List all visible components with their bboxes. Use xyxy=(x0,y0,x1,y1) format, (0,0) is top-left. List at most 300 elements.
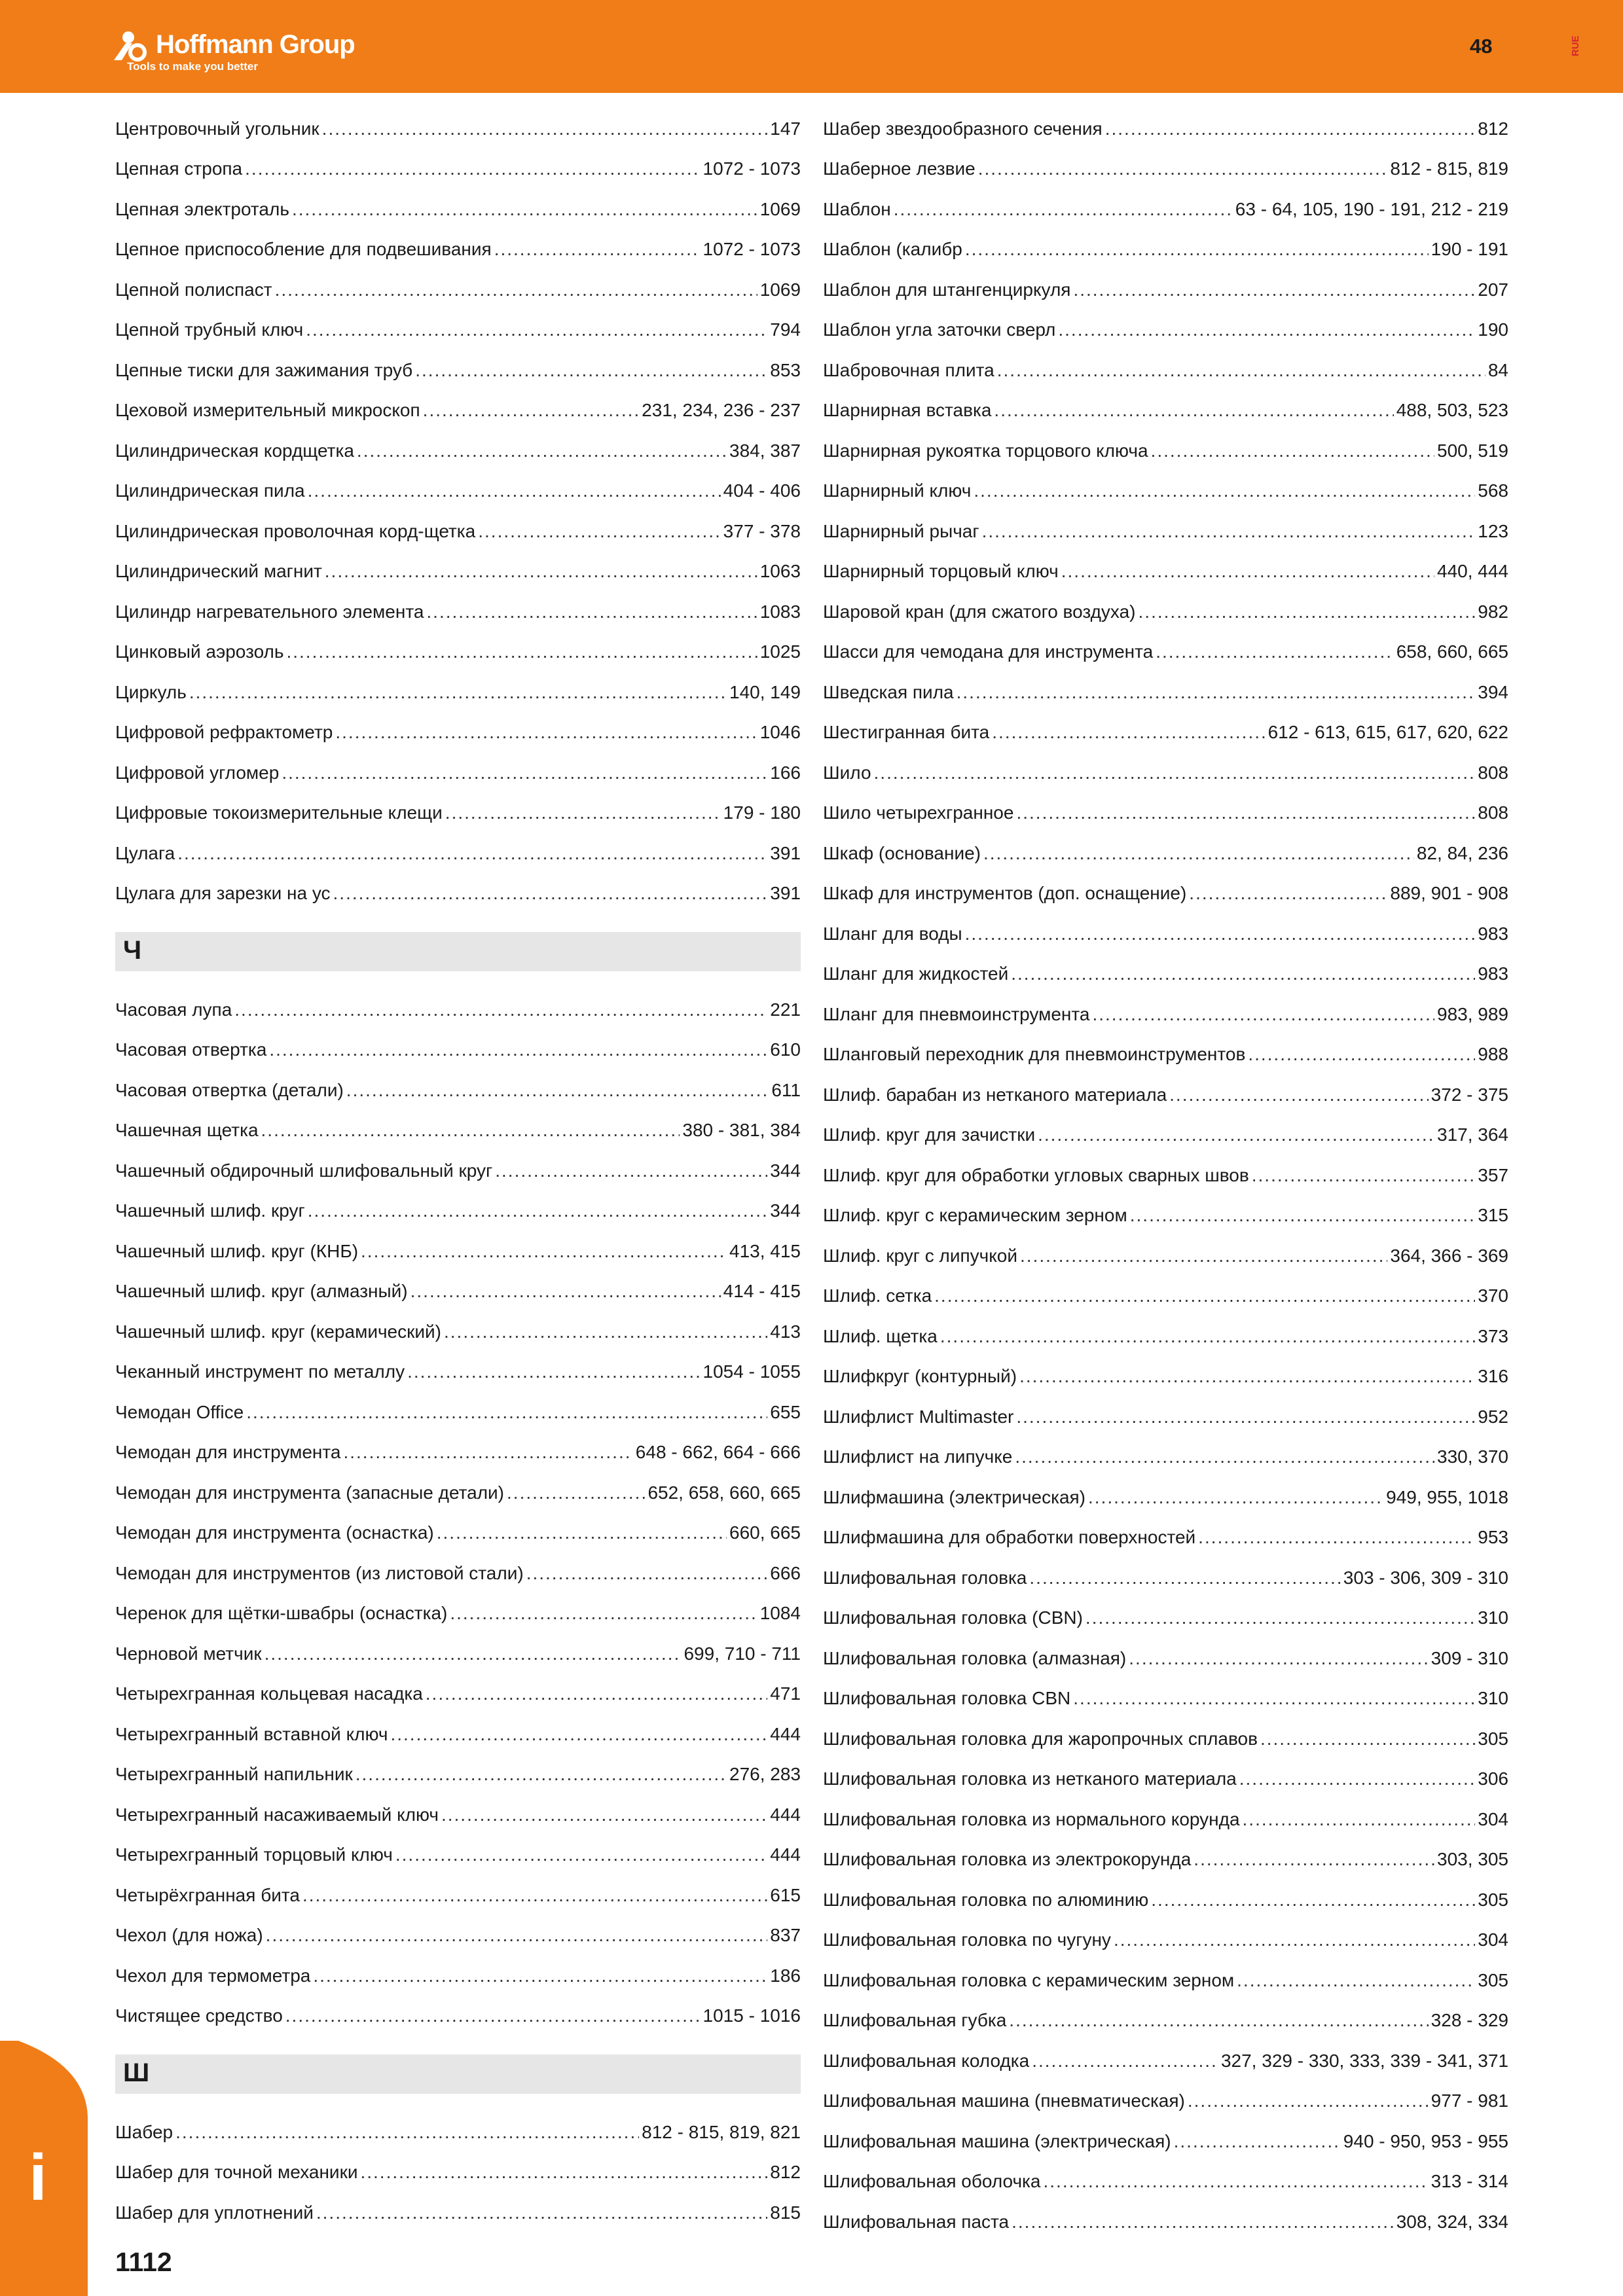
index-pages[interactable]: 414 - 415 xyxy=(723,1281,801,1302)
dot-leader xyxy=(1130,1205,1476,1226)
index-term: Шлифовальная головка с керамическим зерном xyxy=(823,1969,1235,1990)
index-entry[interactable] xyxy=(823,672,1508,713)
index-pages[interactable]: 373 xyxy=(1478,1325,1508,1346)
index-pages[interactable]: 1083 xyxy=(759,601,801,622)
index-term: Шило четырехгранное xyxy=(823,802,1014,823)
index-entry[interactable] xyxy=(823,391,1508,431)
index-pages[interactable]: 812 xyxy=(770,2162,801,2183)
dot-leader xyxy=(1032,2051,1218,2072)
index-pages[interactable]: 207 xyxy=(1478,279,1508,300)
index-entry[interactable] xyxy=(823,914,1508,954)
dot-leader xyxy=(423,400,639,421)
index-pages[interactable]: 983 xyxy=(1478,923,1508,944)
index-pages[interactable]: 316 xyxy=(1478,1366,1508,1387)
index-entry[interactable] xyxy=(115,350,801,391)
index-pages[interactable]: 380 - 381, 384 xyxy=(682,1120,801,1141)
dot-leader xyxy=(335,722,757,743)
index-entry[interactable] xyxy=(823,713,1508,753)
dot-leader xyxy=(302,1885,767,1906)
dot-leader xyxy=(444,1321,767,1342)
dot-leader xyxy=(1156,641,1394,662)
index-entry[interactable] xyxy=(823,1236,1508,1276)
index-entry[interactable] xyxy=(115,1151,801,1191)
index-entry[interactable] xyxy=(115,592,801,632)
index-pages[interactable]: 317, 364 xyxy=(1437,1124,1508,1145)
index-pages[interactable]: 444 xyxy=(770,1804,801,1825)
index-entry[interactable] xyxy=(115,1553,801,1594)
index-term: Цепная электроталь xyxy=(115,198,289,219)
index-term: Чашечный шлиф. круг (КНБ) xyxy=(115,1240,359,1261)
dot-leader xyxy=(426,601,757,622)
index-pages[interactable]: 983, 989 xyxy=(1437,1003,1508,1024)
index-term: Цулага для зарезки на ус xyxy=(115,883,331,904)
index-entry[interactable] xyxy=(823,1155,1508,1196)
dot-leader xyxy=(1169,1085,1429,1105)
index-pages[interactable]: 988 xyxy=(1478,1044,1508,1065)
index-pages[interactable]: 471 xyxy=(770,1683,801,1704)
index-pages[interactable]: 889, 901 - 908 xyxy=(1390,883,1508,904)
index-term: Шкаф для инструментов (доп. оснащение) xyxy=(823,883,1187,904)
dot-leader xyxy=(1139,601,1476,622)
index-pages[interactable]: 308, 324, 334 xyxy=(1396,2211,1508,2232)
index-entry[interactable] xyxy=(115,1795,801,1835)
index-entry[interactable] xyxy=(115,149,801,190)
index-pages[interactable]: 1084 xyxy=(759,1603,801,1624)
dot-leader xyxy=(1011,963,1475,984)
index-term: Шлифовальная головка из нормального корунда xyxy=(823,1808,1240,1829)
index-pages[interactable]: 812 xyxy=(1478,118,1508,139)
dot-leader xyxy=(1151,440,1434,461)
dot-leader xyxy=(275,279,757,300)
index-term: Шабер звездообразного сечения xyxy=(823,118,1103,139)
index-entry[interactable] xyxy=(823,270,1508,310)
index-pages[interactable]: 221 xyxy=(770,999,801,1020)
index-entry[interactable] xyxy=(115,1272,801,1312)
index-entry[interactable] xyxy=(115,632,801,673)
index-entry[interactable] xyxy=(115,1070,801,1111)
index-list-ch xyxy=(115,990,801,2036)
index-entry[interactable] xyxy=(823,552,1508,592)
index-pages[interactable]: 611 xyxy=(771,1079,801,1100)
index-entry[interactable] xyxy=(823,431,1508,471)
index-pages[interactable]: 1063 xyxy=(759,561,801,582)
index-entry[interactable] xyxy=(115,1634,801,1674)
index-term: Чеканный инструмент по металлу xyxy=(115,1361,405,1382)
index-column-left xyxy=(115,109,801,2233)
dot-leader xyxy=(325,561,757,582)
index-entry[interactable] xyxy=(115,230,801,270)
index-entry[interactable] xyxy=(115,1473,801,1513)
index-pages[interactable]: 1025 xyxy=(759,641,801,662)
index-entry[interactable] xyxy=(115,391,801,431)
index-pages[interactable]: 808 xyxy=(1478,762,1508,783)
info-icon: i xyxy=(29,2141,47,2214)
index-pages[interactable]: 666 xyxy=(770,1562,801,1583)
index-entry[interactable] xyxy=(823,1477,1508,1518)
index-entry[interactable] xyxy=(115,1312,801,1352)
index-pages[interactable]: 305 xyxy=(1478,1969,1508,1990)
index-pages[interactable]: 330, 370 xyxy=(1437,1446,1508,1467)
index-entry[interactable] xyxy=(823,1035,1508,1075)
index-pages[interactable]: 444 xyxy=(770,1723,801,1744)
index-term: Цифровой угломер xyxy=(115,762,280,783)
index-entry[interactable] xyxy=(823,1759,1508,1800)
index-entry[interactable] xyxy=(115,874,801,914)
index-entry[interactable] xyxy=(823,1880,1508,1920)
index-term: Шлифовальная головка из электрокорунда xyxy=(823,1849,1192,1870)
index-term: Шарнирный рычаг xyxy=(823,520,979,541)
dot-leader xyxy=(1012,2212,1394,2233)
index-pages[interactable]: 837 xyxy=(770,1925,801,1946)
dot-leader xyxy=(1198,1527,1475,1548)
dot-leader xyxy=(356,1764,727,1785)
index-entry[interactable] xyxy=(115,1956,801,1996)
index-term: Часовая лупа xyxy=(115,999,232,1020)
dot-leader xyxy=(292,199,757,220)
index-entry[interactable] xyxy=(115,672,801,713)
index-entry[interactable] xyxy=(823,1558,1508,1598)
index-entry[interactable] xyxy=(823,1920,1508,1961)
dot-leader xyxy=(1061,561,1434,582)
index-pages[interactable]: 660, 665 xyxy=(729,1522,801,1543)
index-pages[interactable]: 1069 xyxy=(759,279,801,300)
index-term: Чашечный шлиф. круг (керамический) xyxy=(115,1321,441,1342)
index-entry[interactable] xyxy=(115,1594,801,1634)
index-entry[interactable] xyxy=(115,2193,801,2233)
index-pages[interactable]: 652, 658, 660, 665 xyxy=(647,1482,801,1503)
index-pages[interactable]: 303, 305 xyxy=(1437,1849,1508,1870)
index-pages[interactable]: 699, 710 - 711 xyxy=(684,1643,801,1664)
index-entry[interactable] xyxy=(823,189,1508,230)
dot-leader xyxy=(1016,1407,1475,1427)
dot-leader xyxy=(997,360,1486,381)
index-pages[interactable]: 500, 519 xyxy=(1437,440,1508,461)
index-pages[interactable]: 1072 - 1073 xyxy=(702,239,801,260)
index-term: Цепное приспособление для подвешивания xyxy=(115,239,492,260)
index-pages[interactable]: 190 - 191 xyxy=(1431,239,1508,260)
index-pages[interactable]: 615 xyxy=(770,1884,801,1905)
index-entry[interactable] xyxy=(823,310,1508,351)
index-entry[interactable] xyxy=(115,109,801,149)
index-pages[interactable]: 63 - 64, 105, 190 - 191, 212 - 219 xyxy=(1235,198,1508,219)
index-term: Шлифовальная оболочка xyxy=(823,2171,1041,2192)
dot-leader xyxy=(1237,1970,1475,1991)
index-term: Шабер xyxy=(115,2121,173,2142)
dot-leader xyxy=(395,1844,767,1865)
index-pages[interactable]: 190 xyxy=(1478,319,1508,340)
index-entry[interactable] xyxy=(115,1030,801,1071)
index-term: Шлифовальная головка по алюминию xyxy=(823,1889,1149,1910)
index-pages[interactable]: 372 - 375 xyxy=(1431,1084,1508,1105)
index-pages[interactable]: 305 xyxy=(1478,1889,1508,1910)
index-entry[interactable] xyxy=(823,230,1508,270)
index-pages[interactable]: 364, 366 - 369 xyxy=(1390,1245,1508,1266)
index-pages[interactable]: 123 xyxy=(1478,520,1508,541)
index-pages[interactable]: 231, 234, 236 - 237 xyxy=(642,400,801,421)
index-entry[interactable] xyxy=(115,1755,801,1795)
header-page-number: 48 xyxy=(1470,35,1493,58)
index-pages[interactable]: 304 xyxy=(1478,1929,1508,1950)
index-term: Чемодан для инструмента (оснастка) xyxy=(115,1522,434,1543)
index-entry[interactable] xyxy=(823,954,1508,995)
dot-leader xyxy=(360,2162,767,2183)
index-entry[interactable] xyxy=(823,1437,1508,1478)
index-entry[interactable] xyxy=(115,1513,801,1554)
index-term: Шарнирная вставка xyxy=(823,400,992,421)
index-pages[interactable]: 488, 503, 523 xyxy=(1396,400,1508,421)
index-entry[interactable] xyxy=(823,350,1508,391)
index-entry[interactable] xyxy=(823,2121,1508,2162)
index-entry[interactable] xyxy=(823,1316,1508,1357)
index-pages[interactable]: 815 xyxy=(770,2202,801,2223)
index-entry[interactable] xyxy=(115,431,801,471)
index-pages[interactable]: 440, 444 xyxy=(1437,561,1508,582)
index-term: Шлифовальная головка (алмазная) xyxy=(823,1647,1127,1668)
index-pages[interactable]: 940 - 950, 953 - 955 xyxy=(1343,2130,1508,2151)
index-entry[interactable] xyxy=(115,2153,801,2193)
index-entry[interactable] xyxy=(823,2001,1508,2041)
index-term: Шлифовальная головка xyxy=(823,1567,1027,1588)
index-pages[interactable]: 812 - 815, 819, 821 xyxy=(642,2121,801,2142)
index-term: Шлифкруг (контурный) xyxy=(823,1366,1017,1387)
dot-leader xyxy=(1194,1849,1434,1870)
index-entry[interactable] xyxy=(115,1714,801,1755)
index-entry[interactable] xyxy=(823,994,1508,1035)
index-pages[interactable]: 391 xyxy=(770,842,801,863)
index-entry[interactable] xyxy=(115,1875,801,1916)
index-pages[interactable]: 1015 - 1016 xyxy=(702,2005,801,2026)
index-pages[interactable]: 1054 - 1055 xyxy=(702,1361,801,1382)
index-pages[interactable]: 648 - 662, 664 - 666 xyxy=(635,1442,801,1463)
dot-leader xyxy=(894,199,1233,220)
dot-leader xyxy=(246,1402,767,1423)
dot-leader xyxy=(1248,1044,1475,1065)
index-entry[interactable] xyxy=(823,2202,1508,2242)
index-pages[interactable]: 276, 283 xyxy=(729,1764,801,1785)
index-entry[interactable] xyxy=(823,2041,1508,2081)
index-pages[interactable]: 413, 415 xyxy=(729,1240,801,1261)
index-entry[interactable] xyxy=(115,270,801,310)
index-pages[interactable]: 983 xyxy=(1478,963,1508,984)
dot-leader xyxy=(1114,1929,1475,1950)
index-entry[interactable] xyxy=(115,471,801,512)
index-entry[interactable] xyxy=(823,632,1508,673)
index-entry[interactable] xyxy=(115,310,801,351)
index-pages[interactable]: 310 xyxy=(1478,1607,1508,1628)
index-term: Часовая отвертка (детали) xyxy=(115,1079,344,1100)
dot-leader xyxy=(308,1200,768,1221)
dot-leader xyxy=(175,2122,639,2143)
index-entry[interactable] xyxy=(823,149,1508,190)
index-pages[interactable]: 1072 - 1073 xyxy=(702,158,801,179)
index-pages[interactable]: 808 xyxy=(1478,802,1508,823)
index-pages[interactable]: 404 - 406 xyxy=(723,480,801,501)
index-entry[interactable] xyxy=(823,1840,1508,1880)
index-term: Шкаф (основание) xyxy=(823,842,981,863)
index-pages[interactable]: 444 xyxy=(770,1844,801,1865)
index-term: Четырехгранный торцовый ключ xyxy=(115,1844,393,1865)
index-pages[interactable]: 982 xyxy=(1478,601,1508,622)
index-pages[interactable]: 140, 149 xyxy=(729,681,801,702)
index-pages[interactable]: 166 xyxy=(770,762,801,783)
index-pages[interactable]: 344 xyxy=(770,1160,801,1181)
index-pages[interactable]: 612 - 613, 615, 617, 620, 622 xyxy=(1267,722,1508,743)
index-pages[interactable]: 794 xyxy=(770,319,801,340)
index-term: Цилиндрическая кордщетка xyxy=(115,440,354,461)
index-pages[interactable]: 82, 84, 236 xyxy=(1416,842,1508,863)
index-entry[interactable] xyxy=(823,2081,1508,2122)
dot-leader xyxy=(1058,319,1475,340)
index-pages[interactable]: 1069 xyxy=(759,198,801,219)
index-pages[interactable]: 305 xyxy=(1478,1728,1508,1749)
index-entry[interactable] xyxy=(823,1357,1508,1397)
dot-leader xyxy=(1038,1124,1434,1145)
index-term: Цеховой измерительный микроскоп xyxy=(115,400,420,421)
index-pages[interactable]: 303 - 306, 309 - 310 xyxy=(1343,1567,1508,1588)
index-pages[interactable]: 384, 387 xyxy=(729,440,801,461)
index-entry[interactable] xyxy=(823,1075,1508,1115)
index-pages[interactable]: 1046 xyxy=(759,722,801,743)
dot-leader xyxy=(264,1643,682,1664)
dot-leader xyxy=(261,1120,680,1141)
index-entry[interactable] xyxy=(115,990,801,1030)
index-pages[interactable]: 84 xyxy=(1487,359,1508,380)
index-entry[interactable] xyxy=(823,1115,1508,1156)
index-term: Шланг для жидкостей xyxy=(823,963,1009,984)
index-entry[interactable] xyxy=(823,1679,1508,1719)
index-pages[interactable]: 186 xyxy=(770,1965,801,1986)
index-entry[interactable] xyxy=(115,713,801,753)
index-pages[interactable]: 394 xyxy=(1478,681,1508,702)
index-pages[interactable]: 304 xyxy=(1478,1808,1508,1829)
dot-leader xyxy=(343,1442,632,1463)
index-entry[interactable] xyxy=(115,1996,801,2037)
index-entry[interactable] xyxy=(115,1392,801,1433)
index-term: Шлифмашина для обработки поверхностей xyxy=(823,1527,1196,1548)
index-entry[interactable] xyxy=(823,471,1508,512)
index-pages[interactable]: 328 - 329 xyxy=(1431,2010,1508,2031)
index-pages[interactable]: 306 xyxy=(1478,1768,1508,1789)
index-term: Цифровой рефрактометр xyxy=(115,722,333,743)
index-pages[interactable]: 313 - 314 xyxy=(1431,2171,1508,2192)
index-entry[interactable] xyxy=(115,1231,801,1272)
index-entry[interactable] xyxy=(115,2112,801,2153)
index-entry[interactable] xyxy=(823,1518,1508,1558)
index-term: Шлиф. барабан из нетканого материала xyxy=(823,1084,1167,1105)
index-entry[interactable] xyxy=(115,552,801,592)
index-entry[interactable] xyxy=(115,1111,801,1151)
dot-leader xyxy=(1009,2010,1428,2031)
index-entry[interactable] xyxy=(823,2162,1508,2202)
index-pages[interactable]: 370 xyxy=(1478,1285,1508,1306)
index-entry[interactable] xyxy=(823,592,1508,632)
index-pages[interactable]: 952 xyxy=(1478,1406,1508,1427)
index-entry[interactable] xyxy=(823,511,1508,552)
index-entry[interactable] xyxy=(115,753,801,793)
index-term: Шлифовальная головка для жаропрочных сплавов xyxy=(823,1728,1258,1749)
index-entry[interactable] xyxy=(115,511,801,552)
dot-leader xyxy=(1044,2171,1429,2192)
index-term: Шведская пила xyxy=(823,681,954,702)
dot-leader xyxy=(526,1563,768,1584)
index-pages[interactable]: 812 - 815, 819 xyxy=(1390,158,1508,179)
index-pages[interactable]: 310 xyxy=(1478,1688,1508,1709)
index-term: Шаблон xyxy=(823,198,891,219)
index-entry[interactable] xyxy=(823,874,1508,914)
dot-leader xyxy=(1129,1648,1428,1669)
section-letter: Ш xyxy=(123,2058,150,2087)
index-entry[interactable] xyxy=(115,189,801,230)
index-entry[interactable] xyxy=(823,1397,1508,1437)
index-entry[interactable] xyxy=(115,1674,801,1715)
index-entry[interactable] xyxy=(823,1276,1508,1317)
index-entry[interactable] xyxy=(115,1916,801,1956)
dot-leader xyxy=(1015,1446,1434,1467)
index-pages[interactable]: 344 xyxy=(770,1200,801,1221)
index-pages[interactable]: 853 xyxy=(770,359,801,380)
index-term: Четырёхгранная бита xyxy=(115,1884,300,1905)
index-term: Шабровочная плита xyxy=(823,359,994,380)
index-entry[interactable] xyxy=(115,1835,801,1876)
index-pages[interactable]: 977 - 981 xyxy=(1431,2090,1508,2111)
index-pages[interactable]: 377 - 378 xyxy=(723,520,801,541)
dot-leader xyxy=(874,762,1476,783)
index-entry[interactable] xyxy=(823,753,1508,793)
index-term: Шаблон угла заточки сверл xyxy=(823,319,1056,340)
index-pages[interactable]: 949, 955, 1018 xyxy=(1386,1486,1508,1507)
index-pages[interactable]: 413 xyxy=(770,1321,801,1342)
index-entry[interactable] xyxy=(823,1719,1508,1759)
index-pages[interactable]: 391 xyxy=(770,883,801,904)
index-entry[interactable] xyxy=(823,833,1508,874)
dot-leader xyxy=(978,158,1388,179)
index-pages[interactable]: 309 - 310 xyxy=(1431,1647,1508,1668)
index-pages[interactable]: 568 xyxy=(1478,480,1508,501)
index-entry[interactable] xyxy=(115,1352,801,1393)
dot-leader xyxy=(1188,2090,1429,2111)
index-term: Шаровой кран (для сжатого воздуха) xyxy=(823,601,1136,622)
index-term: Шлифовальная колодка xyxy=(823,2050,1030,2071)
index-pages[interactable]: 315 xyxy=(1478,1205,1508,1226)
index-entry[interactable] xyxy=(823,1196,1508,1236)
index-pages[interactable]: 658, 660, 665 xyxy=(1396,641,1508,662)
index-entry[interactable] xyxy=(823,1598,1508,1639)
index-entry[interactable] xyxy=(115,793,801,834)
index-entry[interactable] xyxy=(115,833,801,874)
language-code: RUE xyxy=(1570,35,1581,56)
index-entry[interactable] xyxy=(823,1960,1508,2001)
index-pages[interactable]: 655 xyxy=(770,1401,801,1422)
index-pages[interactable]: 610 xyxy=(770,1039,801,1060)
index-entry[interactable] xyxy=(823,793,1508,834)
index-entry[interactable] xyxy=(115,1433,801,1473)
index-term: Цифровые токоизмерительные клещи xyxy=(115,802,443,823)
index-entry[interactable] xyxy=(115,1191,801,1232)
dot-leader xyxy=(410,1281,721,1302)
index-pages[interactable]: 357 xyxy=(1478,1164,1508,1185)
index-pages[interactable]: 953 xyxy=(1478,1527,1508,1548)
index-term: Шлифовальная головка (CBN) xyxy=(823,1607,1083,1628)
index-entry[interactable] xyxy=(823,1799,1508,1840)
dot-leader xyxy=(177,843,767,864)
dot-leader xyxy=(957,682,1476,703)
index-entry[interactable] xyxy=(823,109,1508,149)
index-pages[interactable]: 179 - 180 xyxy=(723,802,801,823)
index-pages[interactable]: 327, 329 - 330, 333, 339 - 341, 371 xyxy=(1220,2050,1508,2071)
dot-leader xyxy=(437,1522,727,1543)
index-pages[interactable]: 147 xyxy=(770,118,801,139)
index-entry[interactable] xyxy=(823,1638,1508,1679)
